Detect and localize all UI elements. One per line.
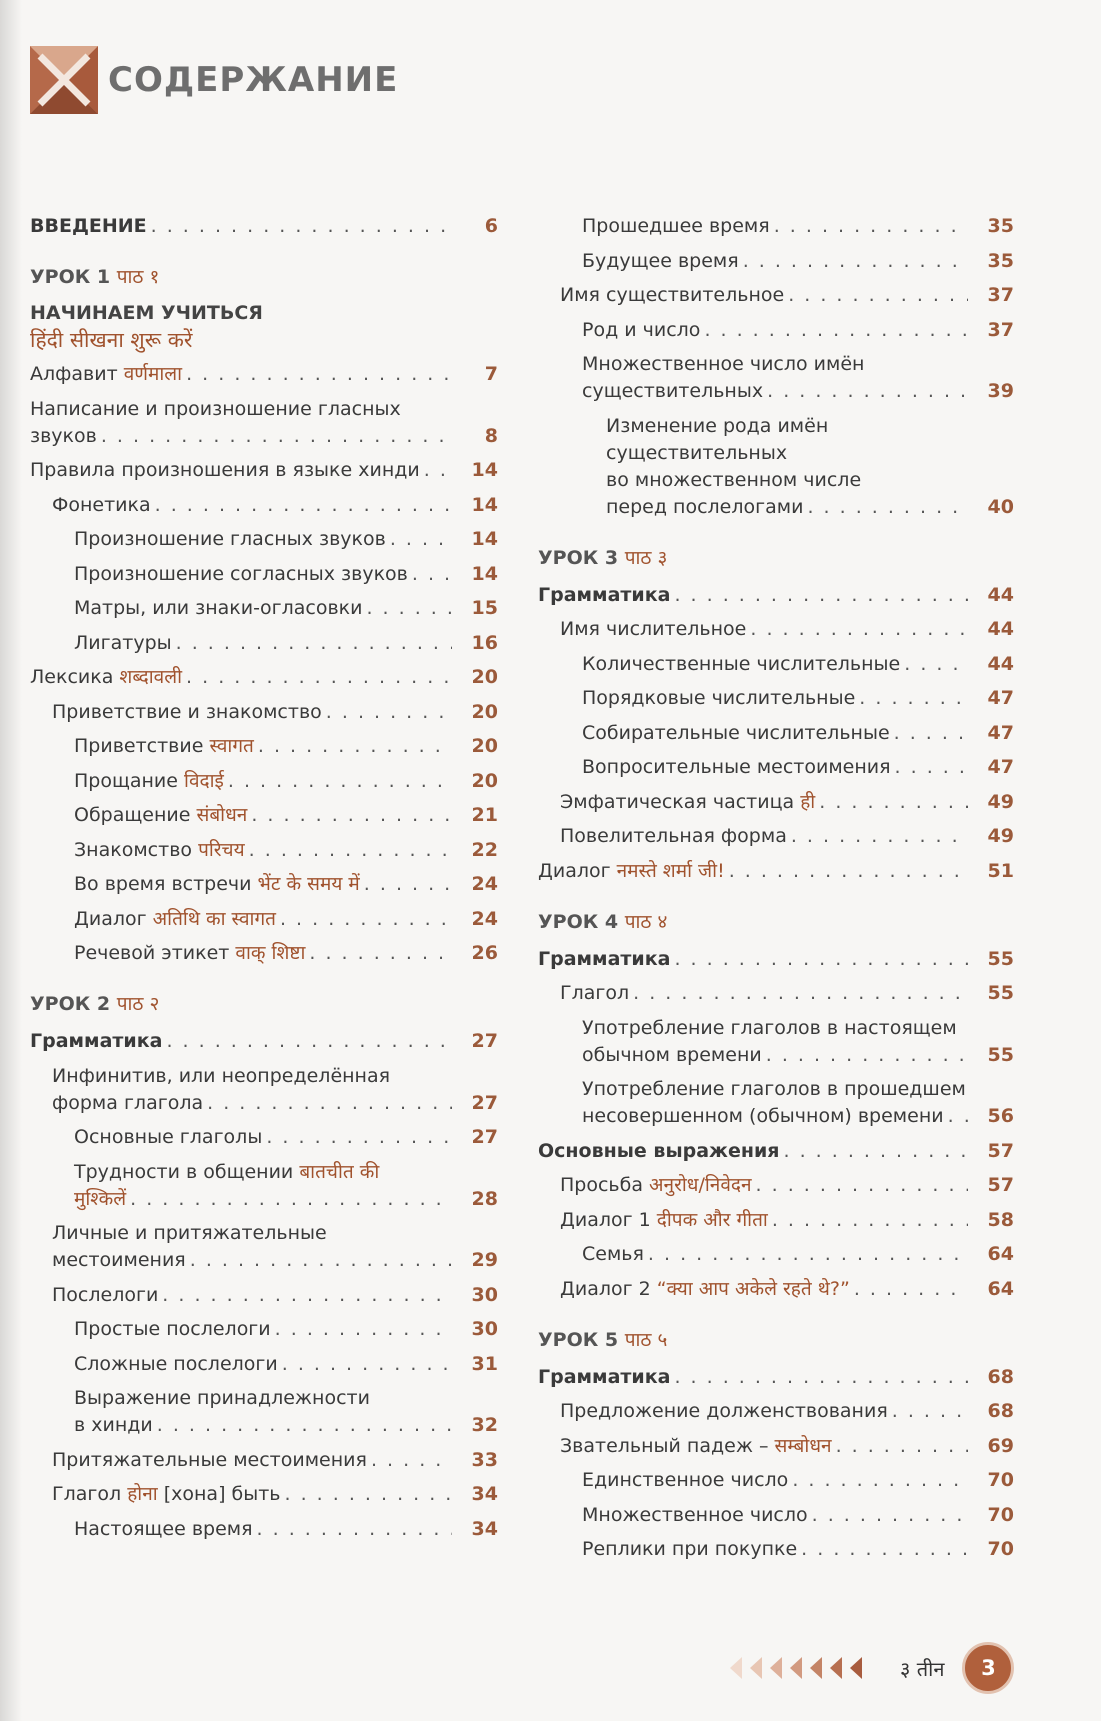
page-footer	[730, 1640, 1014, 1696]
toc-entry-difficulties[interactable]: Трудности в общении बातचीत की मुश्किलें . . . 28	[30, 1159, 498, 1213]
toc-column-right	[538, 213, 1014, 1571]
toc-entry-gender[interactable]: Род и число . . . 37	[538, 317, 1014, 344]
toc-entry-lexicon[interactable]: Лексика शब्दावली . . . 20	[30, 664, 498, 691]
toc-entry-plural-num[interactable]: Множественное число . . . 70	[538, 1502, 1014, 1529]
lesson-heading-1: УРОК 1 पाठ १	[30, 266, 160, 288]
lesson-heading-3: УРОК 3 पाठ ३	[538, 546, 668, 569]
toc-entry-verb-hona[interactable]: Глагол होना [хона] быть . . . 34	[30, 1481, 498, 1508]
toc-entry-shopping[interactable]: Реплики при покупке . . . 70	[538, 1536, 1014, 1563]
toc-entry-past-usage[interactable]: Употребление глаголов в прошедшем несовершенном (обычном) времени . . . 56	[538, 1076, 1014, 1130]
toc-entry-noun[interactable]: Имя существительное . . . 37	[538, 282, 1014, 309]
toc-entry-simple-post[interactable]: Простые послелоги . . . 30	[30, 1316, 498, 1343]
toc-entry-vocative[interactable]: Звательный падеж – सम्बोधन . . . 69	[538, 1433, 1014, 1460]
toc-entry-emphatic[interactable]: Эмфатическая частица ही . . . 49	[538, 789, 1014, 816]
toc-entry-present[interactable]: Настоящее время . . . 34	[30, 1516, 498, 1543]
lesson-1-title-hindi: हिंदी सीखना शुरू करें	[30, 328, 193, 352]
toc-entry-cardinal[interactable]: Количественные числительные . . . 44	[538, 651, 1014, 678]
toc-entry-request[interactable]: Просьба अनुरोध/निवेदन . . . 57	[538, 1172, 1014, 1199]
lesson-heading-5: УРОК 5 पाठ ५	[538, 1328, 668, 1351]
toc-entry-infinitive[interactable]: Инфинитив, или неопределённая форма глагола . . . 27	[30, 1063, 498, 1117]
toc-entry-gender-change[interactable]: Изменение рода имён существительных во множественном числе перед послелогами . . . 40	[538, 413, 1014, 521]
toc-entry-rules[interactable]: Правила произношения в языке хинди . . . 14	[30, 457, 498, 484]
toc-entry-obligation[interactable]: Предложение долженствования . . . 68	[538, 1398, 1014, 1425]
toc-entry-postpositions[interactable]: Послелоги . . . 30	[30, 1282, 498, 1309]
toc-entry-past[interactable]: Прошедшее время . . . 35	[538, 213, 1014, 240]
toc-entry-dialog-2[interactable]: Диалог 2 “क्या आप अकेले रहते थे?” . . . 64	[538, 1276, 1014, 1303]
chevron-left-icon	[730, 1657, 870, 1679]
toc-entry-future[interactable]: Будущее время . . . 35	[538, 248, 1014, 275]
page-number-badge: 3	[962, 1642, 1014, 1694]
toc-entry-acquaintance[interactable]: Знакомство परिचय . . . 22	[30, 837, 498, 864]
toc-entry-address[interactable]: Обращение संबोधन . . . 21	[30, 802, 498, 829]
toc-entry-ordinal[interactable]: Порядковые числительные . . . 47	[538, 685, 1014, 712]
toc-entry-greeting[interactable]: Приветствие स्वागत . . . 20	[30, 733, 498, 760]
x-logo-icon	[30, 46, 98, 114]
page-number: 6	[484, 215, 498, 237]
lesson-heading-2: УРОК 2 पाठ २	[30, 993, 160, 1015]
toc-entry-ligatures[interactable]: Лигатуры . . . 16	[30, 630, 498, 657]
toc-entry-etiquette[interactable]: Речевой этикет वाक् शिष्टा . . . 26	[30, 940, 498, 967]
toc-entry-farewell[interactable]: Прощание विदाई . . . 20	[30, 768, 498, 795]
toc-entry-alphabet[interactable]: Алфавит वर्णमाला . . . 7	[30, 361, 498, 388]
toc-entry-complex-post[interactable]: Сложные послелоги . . . 31	[30, 1351, 498, 1378]
toc-entry-phonetics[interactable]: Фонетика . . . 14	[30, 492, 498, 519]
toc-entry-meeting[interactable]: Во время встречи भेंट के समय में . . . 24	[30, 871, 498, 898]
toc-entry-dialog-guest[interactable]: Диалог अतिथि का स्वागत . . . 24	[30, 906, 498, 933]
toc-entry-collective[interactable]: Собирательные числительные . . . 47	[538, 720, 1014, 747]
toc-entry-grammar-3[interactable]: Грамматика . . . 44	[538, 582, 1014, 609]
toc-entry-possession[interactable]: Выражение принадлежности в хинди . . . 32	[30, 1385, 498, 1439]
toc-entry-verb[interactable]: Глагол . . . 55	[538, 980, 1014, 1007]
lesson-1-title: НАЧИНАЕМ УЧИТЬСЯ	[30, 302, 263, 324]
toc-entry-expressions[interactable]: Основные выражения . . . 57	[538, 1138, 1014, 1165]
toc-entry-grammar-2[interactable]: Грамматика . . . 27	[30, 1028, 498, 1055]
toc-entry-vowels[interactable]: Произношение гласных звуков . . . 14	[30, 526, 498, 553]
toc-entry-plural[interactable]: Множественное число имён существительных . . . 39	[538, 351, 1014, 405]
toc-entry-dialog-namaste[interactable]: Диалог नमस्ते शर्मा जी! . . . 51	[538, 858, 1014, 885]
toc-entry-matras[interactable]: Матры, или знаки-огласовки . . . 15	[30, 595, 498, 622]
toc-entry-family[interactable]: Семья . . . 64	[538, 1241, 1014, 1268]
toc-entry-pronouns[interactable]: Личные и притяжательные местоимения . . . 29	[30, 1220, 498, 1274]
toc-entry-grammar-4[interactable]: Грамматика . . . 55	[538, 946, 1014, 973]
toc-entry-basic-verbs[interactable]: Основные глаголы . . . 27	[30, 1124, 498, 1151]
page-gutter-shadow	[0, 0, 22, 1721]
toc-entry-interrogative[interactable]: Вопросительные местоимения . . . 47	[538, 754, 1014, 781]
toc-entry-present-usage[interactable]: Употребление глаголов в настоящем обычном времени . . . 55	[538, 1015, 1014, 1069]
lesson-heading-4: УРОК 4 पाठ ४	[538, 910, 668, 933]
toc-entry-imperative[interactable]: Повелительная форма . . . 49	[538, 823, 1014, 850]
toc-entry-writing[interactable]: Написание и произношение гласных звуков . . . 8	[30, 396, 498, 450]
toc-entry-intro[interactable]: ВВЕДЕНИЕ . . . 6	[30, 213, 498, 240]
toc-header	[30, 40, 398, 120]
page-number-hindi: ३ तीन	[900, 1656, 945, 1681]
toc-entry-greeting-intro[interactable]: Приветствие и знакомство . . . 20	[30, 699, 498, 726]
toc-entry-singular[interactable]: Единственное число . . . 70	[538, 1467, 1014, 1494]
toc-entry-poss-pronouns[interactable]: Притяжательные местоимения . . . 33	[30, 1447, 498, 1474]
toc-entry-grammar-5[interactable]: Грамматика . . . 68	[538, 1364, 1014, 1391]
toc-column-left	[30, 213, 498, 1550]
page-title: СОДЕРЖАНИЕ	[108, 60, 399, 100]
toc-entry-consonants[interactable]: Произношение согласных звуков . . . 14	[30, 561, 498, 588]
toc-entry-dialog-1[interactable]: Диалог 1 दीपक और गीता . . . 58	[538, 1207, 1014, 1234]
toc-entry-numeral[interactable]: Имя числительное . . . 44	[538, 616, 1014, 643]
